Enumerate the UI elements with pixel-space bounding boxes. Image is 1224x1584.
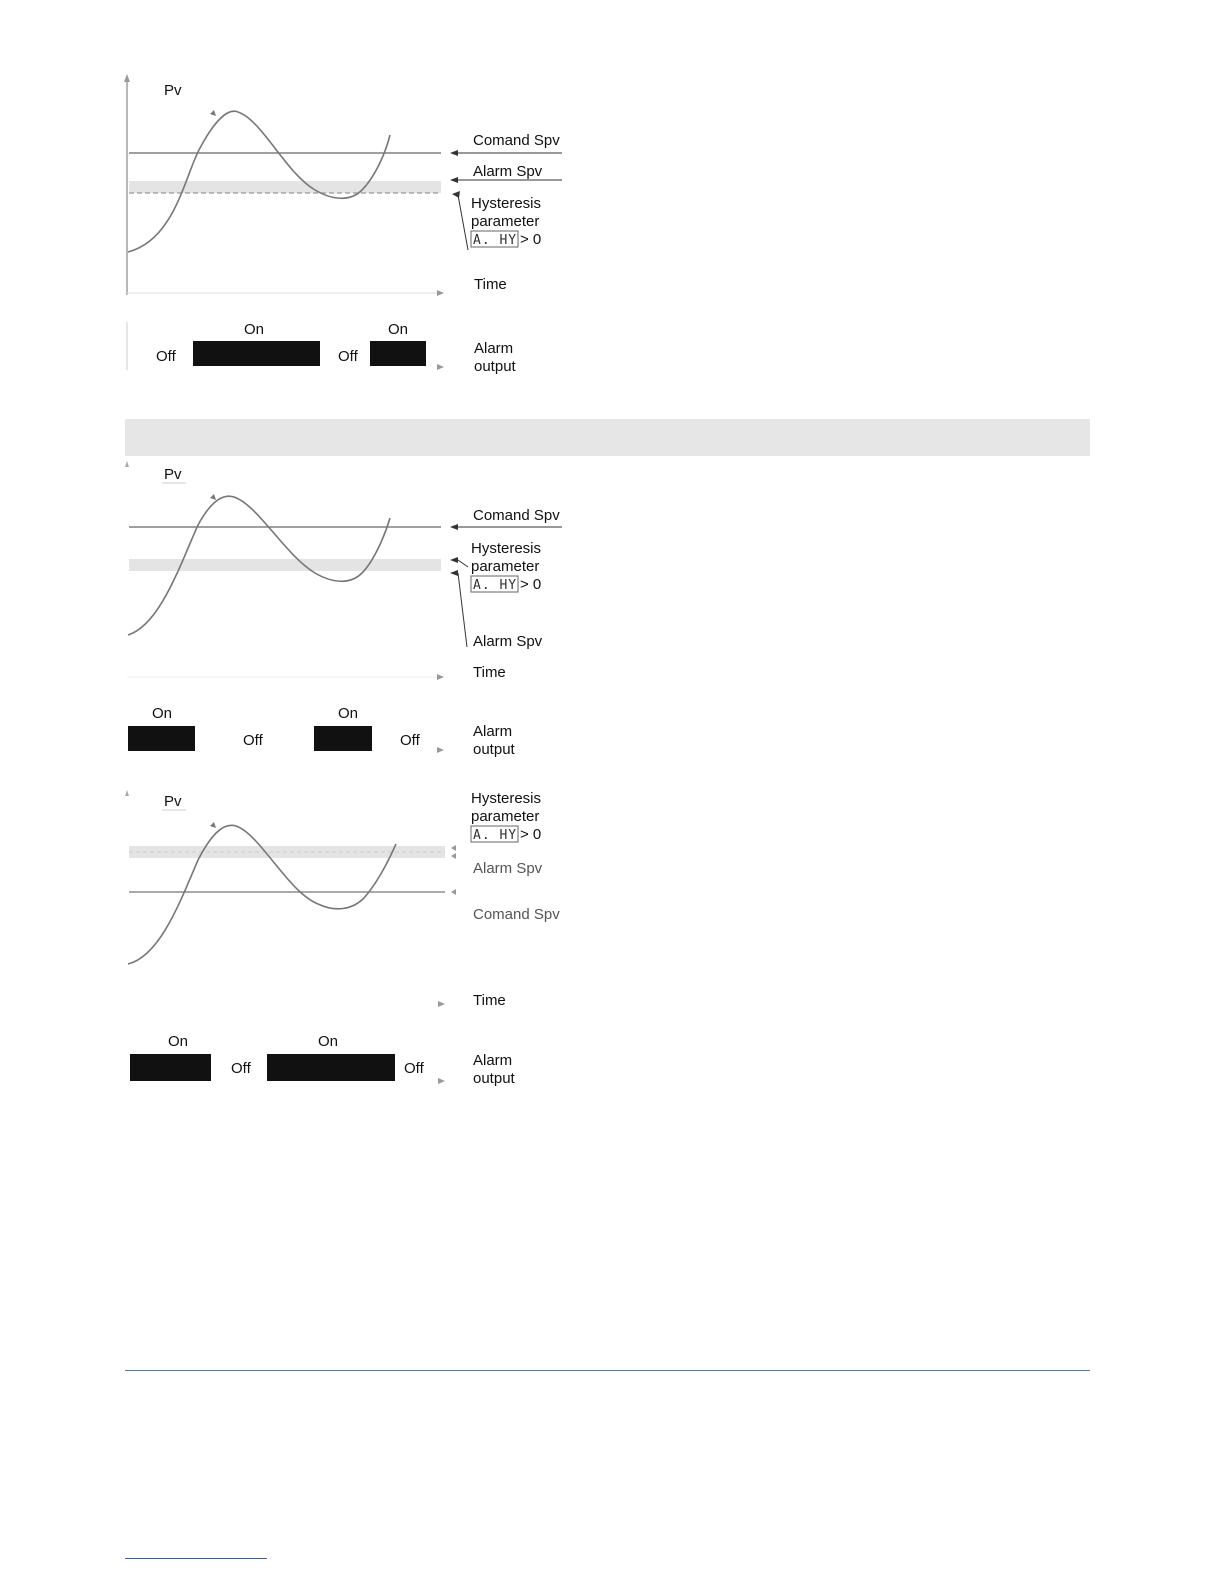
pv-label: Pv (164, 82, 182, 99)
diagram-top-svg (0, 60, 640, 390)
comand-spv-label: Comand Spv (473, 132, 560, 149)
comand-spv-label: Comand Spv (473, 906, 560, 923)
state-label: On (388, 321, 409, 338)
state-label: On (152, 705, 173, 722)
hysteresis-code: A. HY (473, 578, 518, 593)
section-header-band (125, 419, 1090, 456)
hysteresis-label-line1: Hysteresis (471, 790, 542, 807)
alarm-on-block (267, 1054, 395, 1081)
hysteresis-pointer (458, 560, 468, 567)
hysteresis-band (129, 181, 441, 193)
peak-marker-icon (210, 822, 216, 828)
time-axis-arrow-icon (437, 674, 444, 680)
hysteresis-pointer (458, 195, 468, 250)
alarm-on-block (128, 726, 195, 751)
diagram-middle-svg (0, 455, 640, 765)
hysteresis-condition: > 0 (520, 826, 542, 843)
time-axis-arrow-icon (438, 1001, 445, 1007)
alarm-output-label-line2: output (474, 358, 516, 375)
hysteresis-code: A. HY (473, 828, 518, 843)
state-label: On (244, 321, 265, 338)
peak-marker-icon (210, 494, 216, 500)
hysteresis-label-line2: parameter (471, 808, 540, 825)
state-label: Off (338, 348, 358, 365)
hysteresis-label-line2: parameter (471, 213, 540, 230)
time-label: Time (473, 992, 506, 1009)
state-label: Off (231, 1060, 251, 1077)
diagram-middle (0, 455, 640, 765)
alarm-spv-label: Alarm Spv (473, 633, 543, 650)
alarm-spv-arrow-icon (451, 853, 456, 859)
alarm-on-block (130, 1054, 211, 1081)
hysteresis-condition: > 0 (520, 576, 542, 593)
alarm-spv-label: Alarm Spv (473, 860, 543, 877)
alarm-output-label-line2: output (473, 741, 515, 758)
diagram-bottom (0, 782, 640, 1092)
hysteresis-label-line1: Hysteresis (471, 540, 542, 557)
alarm-spv-arrow-icon (450, 177, 458, 183)
state-label: Off (156, 348, 176, 365)
comand-spv-arrow-icon (450, 524, 458, 530)
pv-axis-arrow-icon (125, 461, 129, 467)
hysteresis-code: A. HY (473, 233, 518, 248)
pv-axis-arrow-icon (125, 790, 129, 796)
state-label: On (318, 1033, 339, 1050)
hysteresis-arrow-icon (452, 191, 460, 198)
diagram-top (0, 60, 640, 390)
footer-rule (125, 1370, 1090, 1371)
hysteresis-band (129, 559, 441, 571)
comand-spv-arrow-icon (451, 889, 456, 895)
pv-axis-arrow-icon (124, 74, 130, 82)
alarm-output-label-line1: Alarm (474, 340, 514, 357)
state-label: Off (404, 1060, 424, 1077)
alarm-output-label-line1: Alarm (473, 1052, 513, 1069)
time-label: Time (474, 276, 507, 293)
alarm-spv-pointer (458, 573, 467, 647)
alarm-on-block (370, 341, 426, 366)
hysteresis-arrow-icon (451, 845, 456, 851)
alarm-on-block (314, 726, 372, 751)
footnote-rule (125, 1558, 267, 1559)
alarm-output-label-line1: Alarm (473, 723, 513, 740)
output-arrow-icon (437, 747, 444, 753)
alarm-spv-arrow-icon (450, 570, 458, 576)
alarm-output-label-line2: output (473, 1070, 515, 1087)
state-label: Off (400, 732, 420, 749)
time-label: Time (473, 664, 506, 681)
alarm-spv-label: Alarm Spv (473, 163, 543, 180)
comand-spv-label: Comand Spv (473, 507, 560, 524)
time-axis-arrow-icon (437, 290, 444, 296)
comand-spv-arrow-icon (450, 150, 458, 156)
state-label: On (168, 1033, 189, 1050)
output-arrow-icon (438, 1078, 445, 1084)
diagram-bottom-svg (0, 782, 640, 1092)
hysteresis-label-line1: Hysteresis (471, 195, 542, 212)
hysteresis-label-line2: parameter (471, 558, 540, 575)
state-label: Off (243, 732, 263, 749)
output-arrow-icon (437, 364, 444, 370)
hysteresis-arrow-icon (450, 557, 458, 563)
alarm-on-block (193, 341, 320, 366)
hysteresis-condition: > 0 (520, 231, 542, 248)
state-label: On (338, 705, 359, 722)
pv-label: Pv (164, 793, 182, 810)
peak-marker-icon (210, 110, 216, 116)
pv-label: Pv (164, 466, 182, 483)
